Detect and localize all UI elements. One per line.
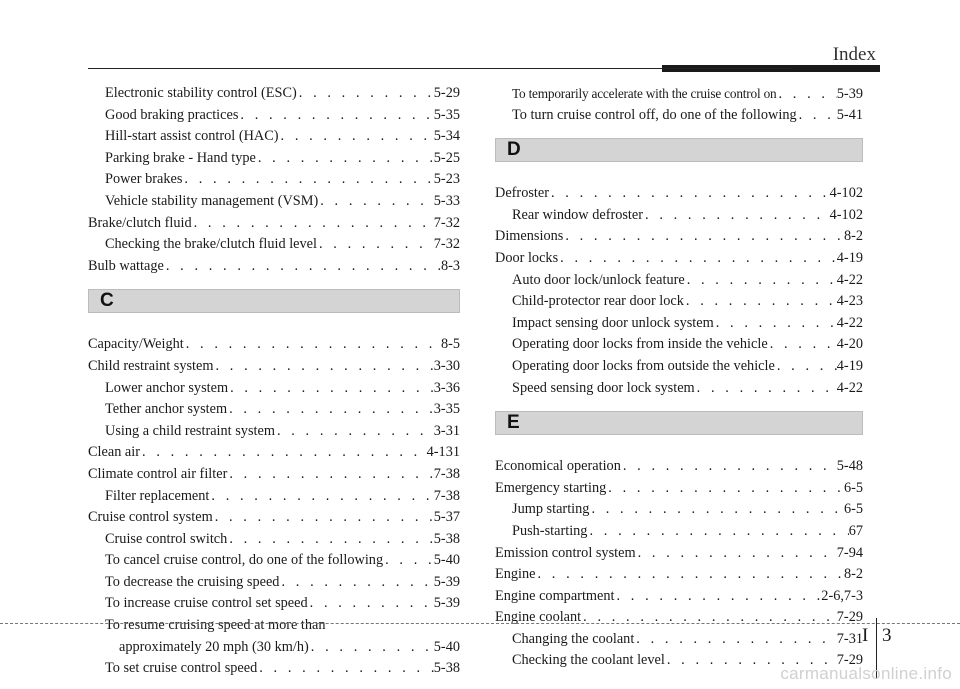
- footer-dashed-rule: [0, 623, 960, 624]
- index-entry[interactable]: Door locks . . . 4-19: [495, 248, 863, 270]
- index-entry[interactable]: Push-starting . . . 67: [495, 521, 863, 543]
- footer-section-letter: I: [862, 625, 869, 646]
- header-rule: [88, 68, 792, 69]
- index-entry[interactable]: To temporarily accelerate with the cruise control on . . . 5-39: [495, 83, 863, 105]
- index-entry[interactable]: Brake/clutch fluid . . . 7-32: [88, 213, 460, 235]
- index-entry[interactable]: Changing the coolant . . . 7-31: [495, 629, 863, 651]
- index-entry[interactable]: Emergency starting . . . 6-5: [495, 478, 863, 500]
- index-entry[interactable]: Auto door lock/unlock feature . . . 4-22: [495, 270, 863, 292]
- index-entry[interactable]: Engine compartment . . . 2-6,7-3: [495, 586, 863, 608]
- section-letter: E: [507, 412, 520, 434]
- index-entry[interactable]: To turn cruise control off, do one of the following . . . 5-41: [495, 105, 863, 127]
- index-entry[interactable]: To cancel cruise control, do one of the following . . . 5-40: [88, 550, 460, 572]
- index-entry[interactable]: Clean air . . . 4-131: [88, 442, 460, 464]
- index-entry[interactable]: Vehicle stability management (VSM) . . . 5-33: [88, 191, 460, 213]
- index-entry[interactable]: Engine . . . 8-2: [495, 564, 863, 586]
- index-entry[interactable]: Filter replacement . . . 7-38: [88, 486, 460, 508]
- index-entry[interactable]: To decrease the cruising speed . . . 5-39: [88, 572, 460, 594]
- index-entry[interactable]: Parking brake - Hand type . . . 5-25: [88, 148, 460, 170]
- index-entry[interactable]: Tether anchor system . . . 3-35: [88, 399, 460, 421]
- index-entry[interactable]: Electronic stability control (ESC) . . . 5-29: [88, 83, 460, 105]
- index-entry[interactable]: To set cruise control speed . . . 5-38: [88, 658, 460, 680]
- index-entry[interactable]: Checking the coolant level . . . 7-29: [495, 650, 863, 672]
- section-letter: C: [100, 290, 114, 312]
- section-letter: D: [507, 139, 521, 161]
- index-entry[interactable]: Defroster . . . 4-102: [495, 183, 863, 205]
- index-entry[interactable]: Good braking practices . . . 5-35: [88, 105, 460, 127]
- index-entry[interactable]: Rear window defroster . . . 4-102: [495, 205, 863, 227]
- index-entry[interactable]: Climate control air filter . . . 7-38: [88, 464, 460, 486]
- index-entry[interactable]: Bulb wattage . . . 8-3: [88, 256, 460, 278]
- index-entry[interactable]: Emission control system . . . 7-94: [495, 543, 863, 565]
- index-entry[interactable]: To increase cruise control set speed . . . 5-39: [88, 593, 460, 615]
- index-entry[interactable]: Operating door locks from inside the vehicle . . . 4-20: [495, 334, 863, 356]
- page-header-title: Index: [832, 44, 876, 65]
- index-entry[interactable]: Dimensions . . . 8-2: [495, 226, 863, 248]
- index-entry[interactable]: Checking the brake/clutch fluid level . . . 7-32: [88, 234, 460, 256]
- index-entry[interactable]: Jump starting . . . 6-5: [495, 499, 863, 521]
- index-column-right: [495, 83, 863, 672]
- index-entry[interactable]: approximately 20 mph (30 km/h) . . . 5-40: [88, 637, 460, 659]
- index-entry[interactable]: Capacity/Weight . . . 8-5: [88, 334, 460, 356]
- index-entry[interactable]: Hill-start assist control (HAC) . . . 5-34: [88, 126, 460, 148]
- section-header-e: [495, 411, 863, 435]
- section-header-c: [88, 289, 460, 313]
- index-entry[interactable]: Engine coolant . . . 7-29: [495, 607, 863, 629]
- index-column-left: [88, 83, 460, 680]
- index-entry[interactable]: Economical operation . . . 5-48: [495, 456, 863, 478]
- index-entry[interactable]: Using a child restraint system . . . 3-31: [88, 421, 460, 443]
- index-entry[interactable]: Lower anchor system . . . 3-36: [88, 378, 460, 400]
- index-entry[interactable]: Impact sensing door unlock system . . . 4-22: [495, 313, 863, 335]
- index-entry[interactable]: Speed sensing door lock system . . . 4-22: [495, 378, 863, 400]
- index-entry[interactable]: To resume cruising speed at more than: [105, 617, 326, 634]
- watermark-text: carmanualsonline.info: [780, 664, 952, 683]
- index-entry[interactable]: Operating door locks from outside the vehicle . . . 4-19: [495, 356, 863, 378]
- index-entry[interactable]: Child restraint system . . . 3-30: [88, 356, 460, 378]
- footer-page-number: 3: [882, 625, 892, 646]
- index-entry[interactable]: Child-protector rear door lock . . . 4-23: [495, 291, 863, 313]
- index-entry[interactable]: Cruise control system . . . 5-37: [88, 507, 460, 529]
- index-entry[interactable]: Cruise control switch . . . 5-38: [88, 529, 460, 551]
- index-entry[interactable]: Power brakes . . . 5-23: [88, 169, 460, 191]
- section-header-d: [495, 138, 863, 162]
